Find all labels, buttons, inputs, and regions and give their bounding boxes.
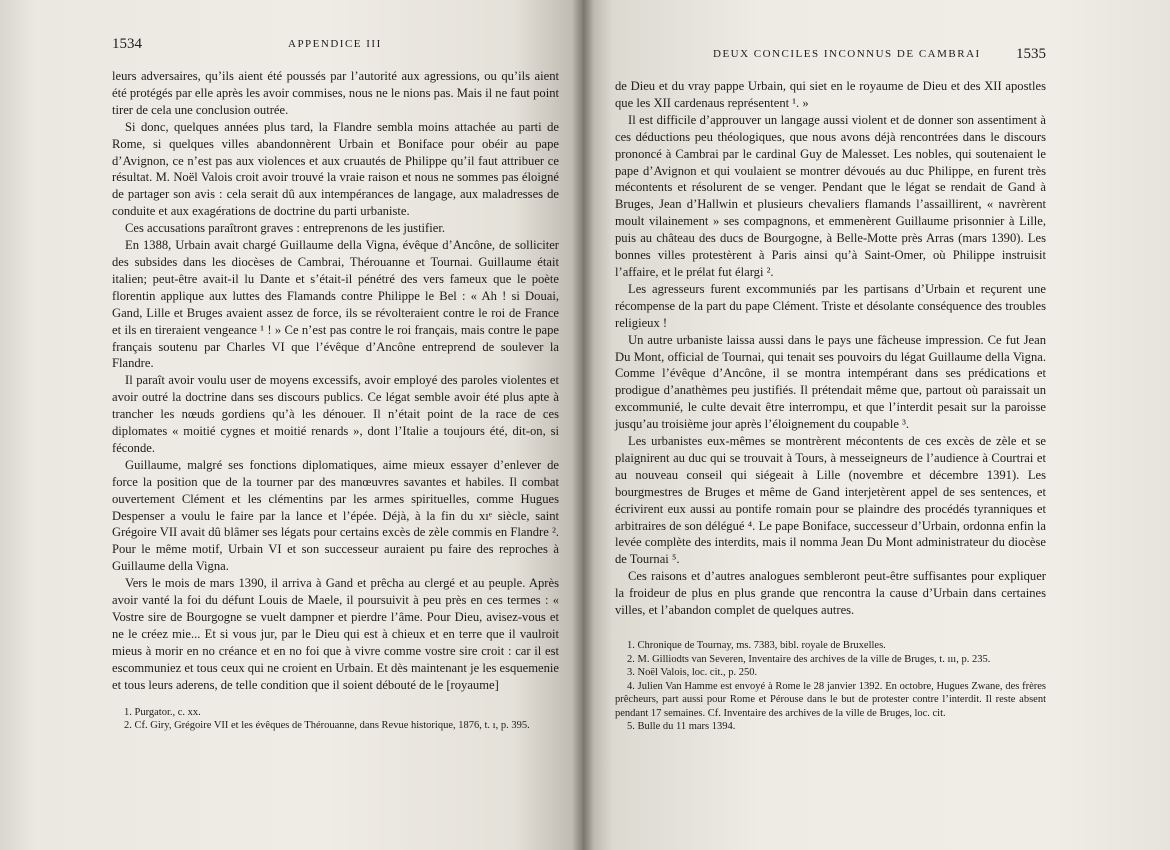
paragraph: Les agresseurs furent excommuniés par les partisans d’Urbain et reçurent une récompense de la part du pape Clément. Triste et désolante conséquence des troubles religieux ! — [615, 281, 1046, 330]
right-footnotes — [615, 639, 1046, 734]
right-page-header — [615, 46, 1046, 70]
footnote: 3. Noël Valois, loc. cit., p. 250. — [627, 667, 758, 678]
footnote: 5. Bulle du 11 mars 1394. — [627, 721, 736, 732]
footnote: 1. Chronique de Tournay, ms. 7383, bibl. royale de Bruxelles. — [627, 640, 886, 651]
paragraph: Si donc, quelques années plus tard, la Flandre sembla moins attachée au parti de Rome, si quelques villes abandonnèrent Urbain et Boniface pour obéir au pape d’Avignon, ce n’est pas aux violences et aux cruautés de Philippe qu’il faut attribuer ce résultat. M. Noël Valois croit avoir trouvé la vraie raison et nous ne sommes pas éloigné de partager son avis : cela serait dû aux intempérances de langage, aux maladresses de conduite et aux exagérations de doctrine du parti urbaniste. — [112, 119, 559, 219]
book-gutter — [572, 0, 594, 850]
left-page-header — [112, 36, 559, 60]
left-footnotes — [112, 706, 559, 733]
paragraph: Vers le mois de mars 1390, il arriva à Gand et prêcha au clergé et au peuple. Après avoir vanté la foi du défunt Louis de Maele, il poursuivit à peu près en ces termes : « Vostre sire de Bourgogne se vuelt dampner et pierdre l’âme. Pour Dieu, avisez-vous et ne le créez mie... Et si vous jur, par le Dieu qui est à chieux et en terre que il vaulroit mieus à morir en no créance et en no foi que à vivre comme vostre sire croit : car il est escommuniez et tous ceux qui ne croient en Urbain. Et dès maintenant je les esquemenie et tous leurs aderens, de telle condition que il soient débouté de le [royaume] — [112, 576, 559, 692]
paragraph: Ces raisons et d’autres analogues sembleront peut-être suffisantes pour expliquer la froideur de plus en plus grande que rencontra la cause d’Urbain dans certaines villes, et l’abandon complet de quelques autres. — [615, 569, 1046, 618]
left-page-number: 1534 — [112, 36, 142, 52]
left-running-head: APPENDICE III — [288, 38, 382, 50]
paragraph: leurs adversaires, qu’ils aient été poussés par l’autorité aux agressions, ou qu’ils aient été protégés par elle après les avoir commises, nous ne le nions pas. Mais il ne faut point tirer de cela une conclusion outrée. — [112, 69, 559, 117]
paragraph: Les urbanistes eux-mêmes se montrèrent mécontents de ces excès de zèle et se plaignirent au duc qui se trouvait à Tours, à messeigneurs de l’audience à Courtrai et au nouveau conseil qui siégeait à Lille (novembre et décembre 1391). Les bourgmestres de Bruges et même de Gand interjetèrent appel de ses sentences, et écrivirent eux aussi au pontife romain pour se plaindre des procédés tyranniques et arbitraires de son délégué ⁴. Le pape Boniface, successeur d’Urbain, ordonna enfin la levée complète des interdits, mais il nomma Jean Du Mont administrateur du diocèse de Tournai ⁵. — [615, 434, 1046, 567]
paragraph: En 1388, Urbain avait chargé Guillaume della Vigna, évêque d’Ancône, de solliciter des subsides dans les diocèses de Cambrai, Thérouanne et Tournai. Guillaume était italien; peut-être avait-il lu Dante et s’était-il pénétré des vers fameux que le poète florentin applique aux luttes des Flamands contre Philippe le Bel : « Ah ! si Douai, Gand, Lille et Bruges avaient assez de force, ils se révolteraient contre le roi de France et ils en tireraient vengeance ¹ ! » Ce n’est pas contre le roi français, mais contre le pape français soutenu par Charles VI que l’évêque d’Ancône entreprend de soulever la Flandre. — [112, 238, 559, 371]
right-page-number: 1535 — [1016, 46, 1046, 62]
paragraph: Guillaume, malgré ses fonctions diplomatiques, aime mieux essayer d’enlever de force la position que de la tourner par des manœuvres savantes et habiles. Il combat ouvertement Clément et les clémentins par les armes spirituelles, comme Hugues Despenser a voulu le faire par la lance et l’épée. Déjà, à la fin du xıᵉ siècle, saint Grégoire VII avait dû blâmer ses légats pour certains excès de zèle commis en Flandre ². Pour le même motif, Urbain VI et son successeur auraient pu faire des reproches à Guillaume della Vigna. — [112, 457, 559, 574]
footnote: 2. Cf. Giry, Grégoire VII et les évêques de Thérouanne, dans Revue historique, 1876, t. ı, p. 395. — [124, 720, 530, 732]
right-page — [583, 0, 1170, 850]
paragraph: Ces accusations paraîtront graves : entreprenons de les justifier. — [125, 221, 445, 236]
right-body — [615, 78, 1046, 619]
paragraph: Il est difficile d’approuver un langage aussi violent et de donner son assentiment à ces déductions peu théologiques, que nous avons déjà rencontrées dans le discours prononcé à Cambrai par le cardinal Guy de Malesset. Les nobles, qui soutenaient le pape d’Avignon et qui voulaient se montrer dévoués au duc Philippe, en furent très mécontents et résolurent de se venger. Pendant que le légat se rendait de Gand à Bruges, Jean d’Hallwin et plusieurs chevaliers flamands l’assaillirent, « navrèrent moult vilainement » ses compagnons, et emmenèrent Guillaume prisonnier à Lille, puis au château des ducs de Bourgogne, à Belle-Motte près Arras (mars 1390). Les bonnes villes protestèrent à Paris ainsi qu’à Saint-Omer, où Philippe instruisit l’affaire, et le prélat fut élargi ². — [615, 112, 1046, 279]
footnote: 1. Purgator., c. xx. — [124, 706, 201, 718]
left-body — [112, 68, 559, 694]
paragraph: de Dieu et du vray pappe Urbain, qui siet en le royaume de Dieu et des XII apostles que les XII cardenaus représentent ¹. » — [615, 79, 1046, 110]
footnote: 2. M. Gilliodts van Severen, Inventaire des archives de la ville de Bruges, t. ııı, p. 235. — [627, 653, 991, 665]
footnote: 4. Julien Van Hamme est envoyé à Rome le 28 janvier 1392. En octobre, Hugues Zwane, des frères prêcheurs, part aussi pour Rome et Pérouse dans le but de protester contre l’interdit. Il reste absent pendant 17 semaines. Cf. Inventaire des archives de la ville de Bruges, loc. cit. — [615, 680, 1046, 719]
paragraph: Il paraît avoir voulu user de moyens excessifs, avoir employé des paroles violentes et avoir outré la doctrine dans ses discours publics. Ce légat semble avoir été plus apte à trancher les nœuds gordiens qu’à les dénouer. Il n’était point de la race de ces diplomates « moitié cygnes et moitié renards », dont l’Italie a toujours été, dit-on, si féconde. — [112, 373, 559, 455]
paragraph: Un autre urbaniste laissa aussi dans le pays une fâcheuse impression. Ce fut Jean Du Mont, official de Tournai, qui tenait ses pouvoirs du légat Guillaume della Vigna. Comme l’évêque d’Ancône, il se montra intempérant dans ses prédications et prodigue d’anathèmes peu justifiés. Il prétendait même que, partout où paraissait un excommunié, le culte devait être interrompu, et que l’interdit pesait sur la paroisse jusqu’au troisième jour après l’éloignement du coupable ³. — [615, 332, 1046, 432]
right-running-head: DEUX CONCILES INCONNUS DE CAMBRAI — [713, 48, 981, 60]
left-page — [0, 0, 583, 850]
